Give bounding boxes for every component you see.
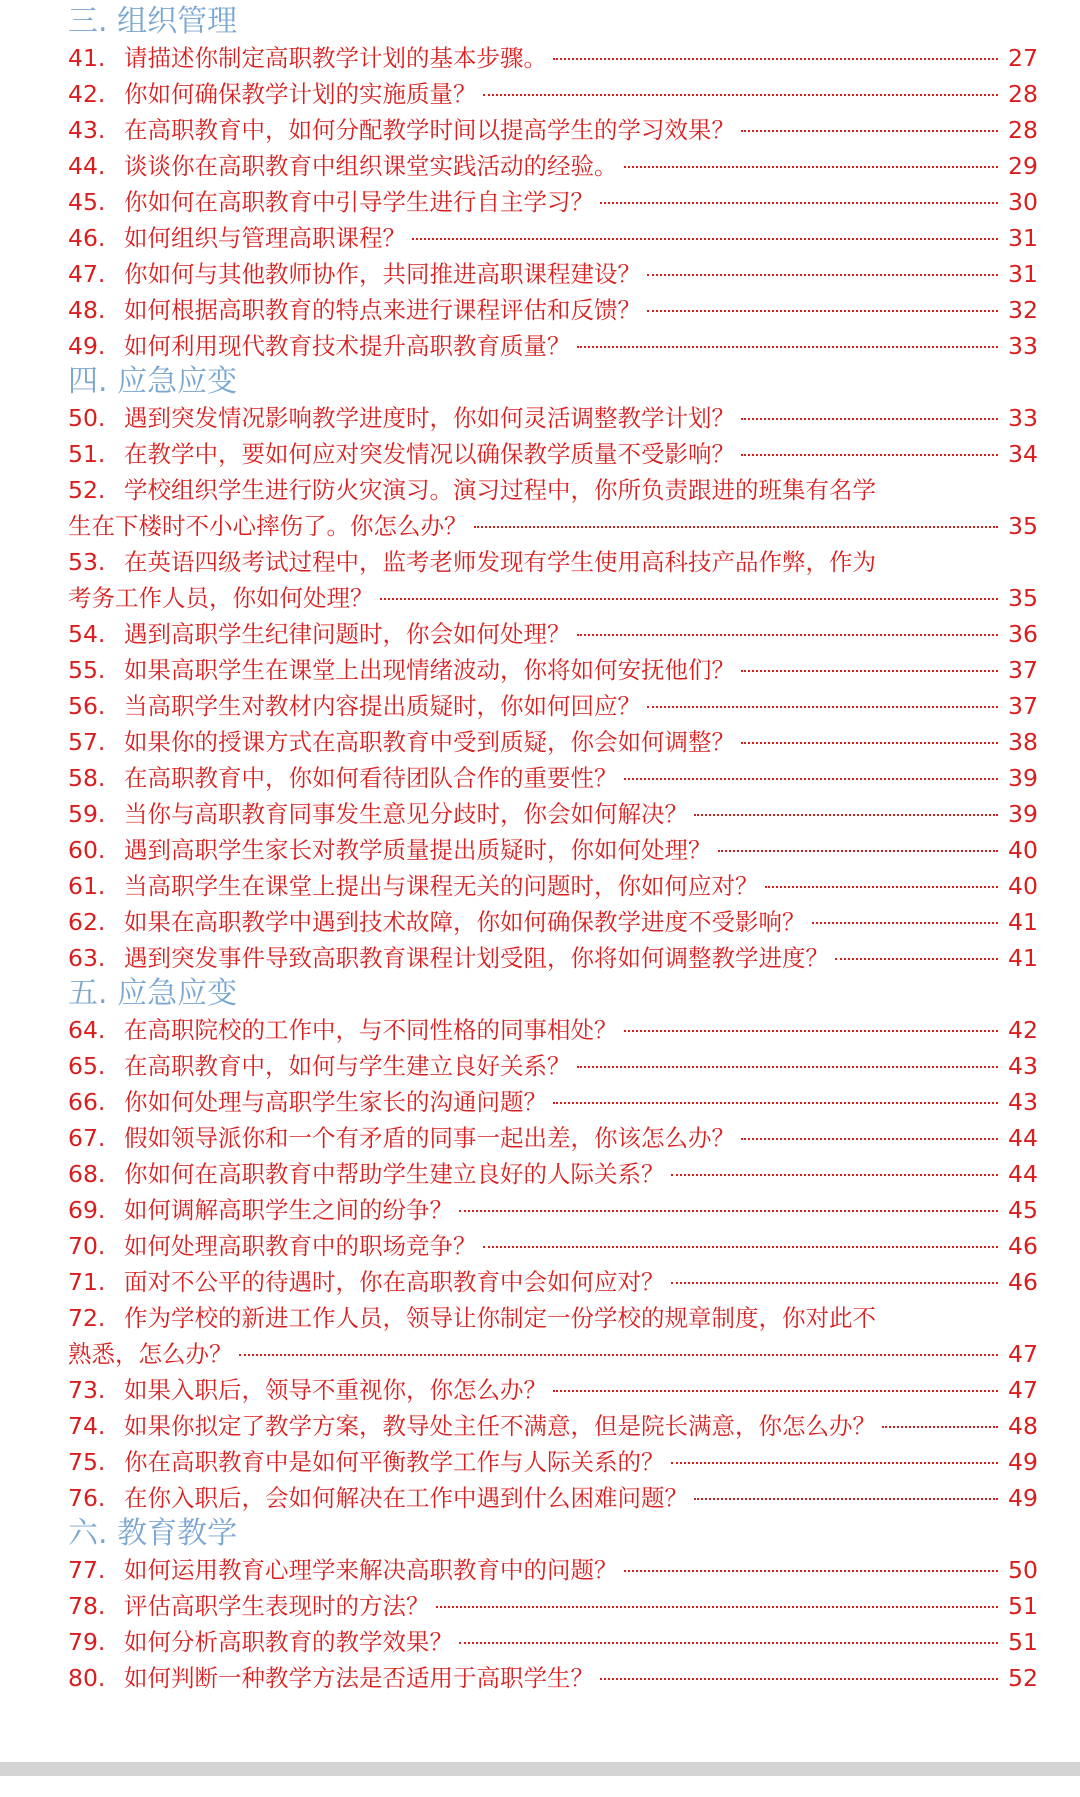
dot-leader <box>577 1066 999 1068</box>
entry-number: 54. <box>68 620 106 648</box>
entry-page-number: 29 <box>1008 152 1038 180</box>
entry-number: 75. <box>68 1448 106 1476</box>
entry-title: 如何分析高职教育的教学效果？ <box>124 1628 453 1656</box>
dot-leader <box>694 1498 998 1500</box>
entry-number: 51. <box>68 440 106 468</box>
entry-number: 60. <box>68 836 106 864</box>
entry-title: 你如何确保教学计划的实施质量？ <box>124 80 477 108</box>
entry-number: 65. <box>68 1052 106 1080</box>
toc-entry[interactable] <box>68 796 1036 832</box>
entry-page-number: 52 <box>1008 1664 1038 1692</box>
entry-page-number: 44 <box>1008 1124 1038 1152</box>
toc-entry[interactable] <box>68 1120 1036 1156</box>
entry-number: 55. <box>68 656 106 684</box>
dot-leader <box>577 346 999 348</box>
entry-title: 在高职教育中，如何与学生建立良好关系？ <box>124 1052 571 1080</box>
toc-entry[interactable] <box>68 1300 1036 1336</box>
toc-entry[interactable] <box>68 1012 1036 1048</box>
dot-leader <box>483 94 999 96</box>
entry-number: 72. <box>68 1304 106 1332</box>
entry-title: 在你入职后，会如何解决在工作中遇到什么困难问题？ <box>124 1484 688 1512</box>
entry-page-number: 41 <box>1008 944 1038 972</box>
entry-page-number: 28 <box>1008 80 1038 108</box>
entry-title: 如何组织与管理高职课程？ <box>124 224 406 252</box>
entry-number: 66. <box>68 1088 106 1116</box>
entry-title: 评估高职学生表现时的方法？ <box>124 1592 430 1620</box>
entry-page-number: 42 <box>1008 1016 1038 1044</box>
dot-leader <box>436 1606 999 1608</box>
entry-page-number: 39 <box>1008 800 1038 828</box>
entry-page-number: 45 <box>1008 1196 1038 1224</box>
dot-leader <box>812 922 999 924</box>
bottom-scroll-bar <box>0 1762 1080 1776</box>
entry-page-number: 37 <box>1008 656 1038 684</box>
entry-title-continued: 熟悉，怎么办？ <box>68 1340 233 1368</box>
entry-page-number: 39 <box>1008 764 1038 792</box>
entry-number: 77. <box>68 1556 106 1584</box>
toc-entry[interactable] <box>68 868 1036 904</box>
entry-title: 作为学校的新进工作人员，领导让你制定一份学校的规章制度，你对此不 <box>124 1304 876 1332</box>
entry-title: 如果高职学生在课堂上出现情绪波动，你将如何安抚他们？ <box>124 656 735 684</box>
entry-number: 61. <box>68 872 106 900</box>
dot-leader <box>671 1282 999 1284</box>
entry-title: 在教学中，要如何应对突发情况以确保教学质量不受影响？ <box>124 440 735 468</box>
entry-number: 73. <box>68 1376 106 1404</box>
toc-entry[interactable] <box>68 1480 1036 1516</box>
entry-title: 如果你拟定了教学方案，教导处主任不满意，但是院长满意，你怎么办？ <box>124 1412 876 1440</box>
entry-page-number: 28 <box>1008 116 1038 144</box>
entry-title: 你如何与其他教师协作，共同推进高职课程建设？ <box>124 260 641 288</box>
entry-number: 57. <box>68 728 106 756</box>
dot-leader <box>600 1678 998 1680</box>
toc-entry[interactable] <box>68 220 1036 256</box>
entry-title: 如何判断一种教学方法是否适用于高职学生？ <box>124 1664 594 1692</box>
dot-leader <box>647 274 998 276</box>
toc-entry-continuation[interactable] <box>68 1336 1036 1372</box>
entry-number: 48. <box>68 296 106 324</box>
toc-entry[interactable] <box>68 616 1036 652</box>
entry-title: 在高职教育中，如何分配教学时间以提高学生的学习效果？ <box>124 116 735 144</box>
entry-number: 46. <box>68 224 106 252</box>
entry-page-number: 36 <box>1008 620 1038 648</box>
entry-title: 在英语四级考试过程中，监考老师发现有学生使用高科技产品作弊，作为 <box>124 548 876 576</box>
dot-leader <box>624 166 999 168</box>
entry-page-number: 47 <box>1008 1376 1038 1404</box>
entry-page-number: 50 <box>1008 1556 1038 1584</box>
dot-leader <box>694 814 998 816</box>
entry-title: 如果入职后，领导不重视你，你怎么办？ <box>124 1376 547 1404</box>
toc-entry-continuation[interactable] <box>68 508 1036 544</box>
entry-number: 80. <box>68 1664 106 1692</box>
entry-title: 请描述你制定高职教学计划的基本步骤。 <box>124 44 547 72</box>
entry-page-number: 49 <box>1008 1448 1038 1476</box>
entry-page-number: 27 <box>1008 44 1038 72</box>
dot-leader <box>647 310 998 312</box>
dot-leader <box>600 202 998 204</box>
dot-leader <box>553 58 998 60</box>
entry-number: 49. <box>68 332 106 360</box>
entry-title: 如何调解高职学生之间的纷争？ <box>124 1196 453 1224</box>
toc-entry[interactable] <box>68 1444 1036 1480</box>
toc-entry[interactable] <box>68 1192 1036 1228</box>
entry-title: 遇到突发情况影响教学进度时，你如何灵活调整教学计划？ <box>124 404 735 432</box>
dot-leader <box>741 742 998 744</box>
toc-entry[interactable] <box>68 1660 1036 1696</box>
entry-page-number: 31 <box>1008 260 1038 288</box>
toc-entry[interactable] <box>68 148 1036 184</box>
entry-title: 当高职学生对教材内容提出质疑时，你如何回应？ <box>124 692 641 720</box>
entry-page-number: 32 <box>1008 296 1038 324</box>
entry-page-number: 30 <box>1008 188 1038 216</box>
entry-page-number: 46 <box>1008 1268 1038 1296</box>
entry-title: 遇到高职学生家长对教学质量提出质疑时，你如何处理？ <box>124 836 712 864</box>
entry-number: 71. <box>68 1268 106 1296</box>
entry-title: 假如领导派你和一个有矛盾的同事一起出差，你该怎么办？ <box>124 1124 735 1152</box>
entry-title: 如何处理高职教育中的职场竞争？ <box>124 1232 477 1260</box>
dot-leader <box>765 886 999 888</box>
dot-leader <box>835 958 998 960</box>
toc-entry-continuation[interactable] <box>68 580 1036 616</box>
entry-number: 43. <box>68 116 106 144</box>
dot-leader <box>741 130 998 132</box>
entry-page-number: 35 <box>1008 584 1038 612</box>
entry-title: 如何根据高职教育的特点来进行课程评估和反馈？ <box>124 296 641 324</box>
entry-page-number: 40 <box>1008 872 1038 900</box>
entry-number: 53. <box>68 548 106 576</box>
dot-leader <box>577 634 999 636</box>
entry-page-number: 48 <box>1008 1412 1038 1440</box>
entry-number: 79. <box>68 1628 106 1656</box>
toc-entry[interactable] <box>68 328 1036 364</box>
entry-page-number: 49 <box>1008 1484 1038 1512</box>
entry-number: 68. <box>68 1160 106 1188</box>
dot-leader <box>647 706 998 708</box>
entry-page-number: 47 <box>1008 1340 1038 1368</box>
entry-page-number: 34 <box>1008 440 1038 468</box>
entry-title: 如何利用现代教育技术提升高职教育质量？ <box>124 332 571 360</box>
toc-entry[interactable] <box>68 40 1036 76</box>
toc-entry[interactable] <box>68 652 1036 688</box>
entry-page-number: 33 <box>1008 332 1038 360</box>
toc-entry[interactable] <box>68 256 1036 292</box>
toc-entry[interactable] <box>68 940 1036 976</box>
section-heading: 三. 组织管理 <box>68 4 238 39</box>
entry-title: 如果在高职教学中遇到技术故障，你如何确保教学进度不受影响？ <box>124 908 806 936</box>
toc-entry[interactable] <box>68 1372 1036 1408</box>
dot-leader <box>412 238 998 240</box>
entry-title: 遇到突发事件导致高职教育课程计划受阻，你将如何调整教学进度？ <box>124 944 829 972</box>
entry-page-number: 37 <box>1008 692 1038 720</box>
entry-page-number: 35 <box>1008 512 1038 540</box>
dot-leader <box>741 670 998 672</box>
entry-number: 42. <box>68 80 106 108</box>
entry-number: 64. <box>68 1016 106 1044</box>
toc-entry[interactable] <box>68 1588 1036 1624</box>
entry-number: 76. <box>68 1484 106 1512</box>
toc-entry[interactable] <box>68 1624 1036 1660</box>
section-heading: 四. 应急应变 <box>68 364 238 399</box>
entry-title: 如何运用教育心理学来解决高职教育中的问题？ <box>124 1556 618 1584</box>
toc-entry[interactable] <box>68 724 1036 760</box>
toc-entry[interactable] <box>68 760 1036 796</box>
toc-entry[interactable] <box>68 292 1036 328</box>
entry-number: 67. <box>68 1124 106 1152</box>
toc-entry[interactable] <box>68 1408 1036 1444</box>
toc-entry[interactable] <box>68 112 1036 148</box>
entry-number: 69. <box>68 1196 106 1224</box>
entry-page-number: 46 <box>1008 1232 1038 1260</box>
dot-leader <box>882 1426 998 1428</box>
dot-leader <box>624 778 999 780</box>
toc-entry[interactable] <box>68 688 1036 724</box>
entry-number: 50. <box>68 404 106 432</box>
dot-leader <box>671 1174 999 1176</box>
entry-number: 63. <box>68 944 106 972</box>
entry-title: 当你与高职教育同事发生意见分歧时，你会如何解决？ <box>124 800 688 828</box>
dot-leader <box>741 418 998 420</box>
entry-number: 47. <box>68 260 106 288</box>
dot-leader <box>624 1030 999 1032</box>
dot-leader <box>483 1246 999 1248</box>
entry-number: 41. <box>68 44 106 72</box>
entry-number: 58. <box>68 764 106 792</box>
entry-page-number: 51 <box>1008 1592 1038 1620</box>
entry-number: 78. <box>68 1592 106 1620</box>
toc-entry[interactable] <box>68 904 1036 940</box>
entry-title: 你在高职教育中是如何平衡教学工作与人际关系的？ <box>124 1448 665 1476</box>
entry-page-number: 41 <box>1008 908 1038 936</box>
entry-page-number: 51 <box>1008 1628 1038 1656</box>
entry-title: 你如何在高职教育中帮助学生建立良好的人际关系？ <box>124 1160 665 1188</box>
entry-page-number: 43 <box>1008 1052 1038 1080</box>
entry-title-continued: 生在下楼时不小心摔伤了。你怎么办？ <box>68 512 468 540</box>
dot-leader <box>671 1462 999 1464</box>
entry-title: 你如何在高职教育中引导学生进行自主学习？ <box>124 188 594 216</box>
entry-title-continued: 考务工作人员，你如何处理？ <box>68 584 374 612</box>
toc-entry[interactable] <box>68 472 1036 508</box>
dot-leader <box>741 454 998 456</box>
entry-number: 44. <box>68 152 106 180</box>
toc-entry[interactable] <box>68 1228 1036 1264</box>
dot-leader <box>239 1354 999 1356</box>
entry-number: 70. <box>68 1232 106 1260</box>
dot-leader <box>459 1642 998 1644</box>
toc-entry[interactable] <box>68 76 1036 112</box>
entry-title: 谈谈你在高职教育中组织课堂实践活动的经验。 <box>124 152 618 180</box>
entry-number: 52. <box>68 476 106 504</box>
entry-page-number: 44 <box>1008 1160 1038 1188</box>
entry-number: 74. <box>68 1412 106 1440</box>
entry-title: 遇到高职学生纪律问题时，你会如何处理？ <box>124 620 571 648</box>
entry-title: 你如何处理与高职学生家长的沟通问题？ <box>124 1088 547 1116</box>
toc-entry[interactable] <box>68 1048 1036 1084</box>
dot-leader <box>718 850 999 852</box>
dot-leader <box>380 598 999 600</box>
toc-entry[interactable] <box>68 1552 1036 1588</box>
toc-entry[interactable] <box>68 436 1036 472</box>
toc-entry[interactable] <box>68 400 1036 436</box>
toc-entry[interactable] <box>68 184 1036 220</box>
entry-page-number: 43 <box>1008 1088 1038 1116</box>
section-heading: 五. 应急应变 <box>68 976 238 1011</box>
entry-title: 面对不公平的待遇时，你在高职教育中会如何应对？ <box>124 1268 665 1296</box>
dot-leader <box>459 1210 998 1212</box>
toc-entry[interactable] <box>68 1084 1036 1120</box>
entry-title: 如果你的授课方式在高职教育中受到质疑，你会如何调整？ <box>124 728 735 756</box>
toc-entry[interactable] <box>68 1156 1036 1192</box>
entry-page-number: 38 <box>1008 728 1038 756</box>
entry-title: 学校组织学生进行防火灾演习。演习过程中，你所负责跟进的班集有名学 <box>124 476 876 504</box>
entry-page-number: 33 <box>1008 404 1038 432</box>
toc-entry[interactable] <box>68 832 1036 868</box>
dot-leader <box>553 1102 998 1104</box>
entry-number: 56. <box>68 692 106 720</box>
entry-page-number: 31 <box>1008 224 1038 252</box>
entry-title: 在高职院校的工作中，与不同性格的同事相处？ <box>124 1016 618 1044</box>
dot-leader <box>553 1390 998 1392</box>
dot-leader <box>474 526 999 528</box>
entry-page-number: 40 <box>1008 836 1038 864</box>
dot-leader <box>624 1570 999 1572</box>
toc-entry[interactable] <box>68 544 1036 580</box>
toc-entry[interactable] <box>68 1264 1036 1300</box>
entry-number: 59. <box>68 800 106 828</box>
entry-title: 当高职学生在课堂上提出与课程无关的问题时，你如何应对？ <box>124 872 759 900</box>
entry-title: 在高职教育中，你如何看待团队合作的重要性？ <box>124 764 618 792</box>
entry-number: 45. <box>68 188 106 216</box>
section-heading: 六. 教育教学 <box>68 1516 238 1551</box>
table-of-contents <box>68 4 1036 1696</box>
dot-leader <box>741 1138 998 1140</box>
entry-number: 62. <box>68 908 106 936</box>
